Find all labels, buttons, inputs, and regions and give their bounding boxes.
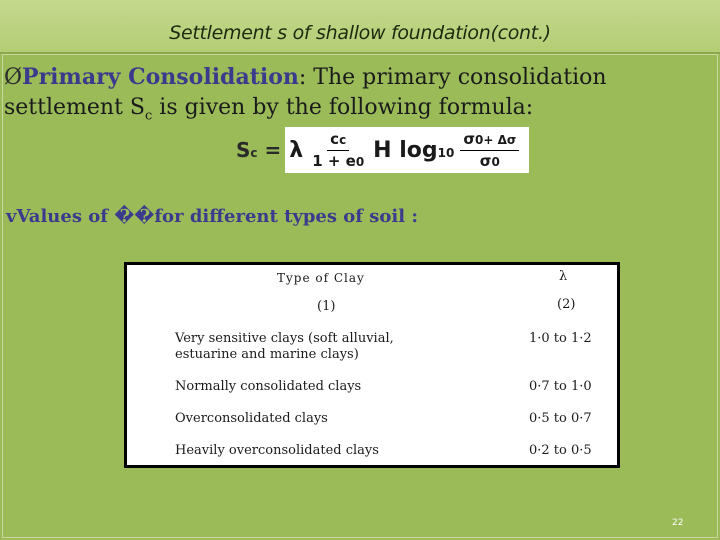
bullet-text-1: The primary consolidation <box>306 65 607 90</box>
row-value: 0·5 to 0·7 <box>529 411 592 426</box>
den2-symbol: σ <box>479 151 492 170</box>
row-value: 1·0 to 1·2 <box>529 331 592 346</box>
bullet2-text: Values of ��for different types of soil : <box>16 206 419 227</box>
row-name <box>175 331 475 363</box>
row-name-line-1: Very sensitive clays (soft alluvial, <box>175 331 394 346</box>
header-type-of-clay: Type of Clay <box>277 271 365 285</box>
arrow-bullet-icon: Ø <box>4 65 23 90</box>
formula-fraction-2 <box>460 129 519 172</box>
formula-lhs-sub: c <box>250 146 258 160</box>
primary-consolidation-bullet <box>4 62 704 131</box>
row-name: Normally consolidated clays <box>175 379 362 394</box>
table-body <box>127 265 617 465</box>
bullet-keyword: Primary Consolidation <box>22 64 299 90</box>
den1-sub: 0 <box>355 154 365 169</box>
fraction-1-numerator <box>327 129 349 151</box>
formula-lambda: λ <box>289 137 304 163</box>
formula-lhs <box>236 138 281 162</box>
column-number-2: (2) <box>557 297 576 312</box>
hlog-sub: 10 <box>437 145 455 160</box>
num2-symbol: σ <box>463 129 476 148</box>
bullet-text-3: is given by the following formula: <box>152 95 534 120</box>
num1-symbol: c <box>330 129 340 148</box>
bullet-text-2: settlement S <box>4 95 146 120</box>
formula-equals: = <box>257 138 282 162</box>
slide-title: Settlement s of shallow foundation(cont.) <box>169 22 551 44</box>
diamond-bullet-icon: v <box>6 206 17 227</box>
row-value: 0·7 to 1·0 <box>529 379 592 394</box>
row-name: Heavily overconsolidated clays <box>175 443 379 458</box>
clay-lambda-table <box>124 262 620 468</box>
row-name-line-2: estuarine and marine clays) <box>175 347 359 362</box>
fraction-2-numerator <box>460 129 519 151</box>
formula-hlog <box>373 138 454 163</box>
hlog-text: H log <box>373 137 438 163</box>
fraction-1-denominator <box>309 151 367 172</box>
header-lambda: λ <box>559 269 568 284</box>
formula-box <box>285 127 529 173</box>
title-bar <box>0 0 720 54</box>
settlement-formula <box>236 126 529 174</box>
den1-symbol: 1 + e <box>312 151 356 170</box>
num2-rest: + Δσ <box>483 132 517 147</box>
column-number-1: (1) <box>317 299 336 314</box>
fraction-2-denominator <box>477 151 503 172</box>
formula-fraction-1 <box>309 129 367 172</box>
row-name: Overconsolidated clays <box>175 411 328 426</box>
num2-sub: 0 <box>475 132 484 147</box>
num1-sub: c <box>339 132 347 147</box>
bullet-colon: : <box>298 65 307 90</box>
bullet-subscript: c <box>145 108 153 124</box>
den2-sub: 0 <box>491 154 500 169</box>
page-number: 22 <box>672 518 684 528</box>
lambda-values-bullet <box>6 206 418 227</box>
formula-lhs-symbol: S <box>236 138 251 162</box>
row-value: 0·2 to 0·5 <box>529 443 592 458</box>
